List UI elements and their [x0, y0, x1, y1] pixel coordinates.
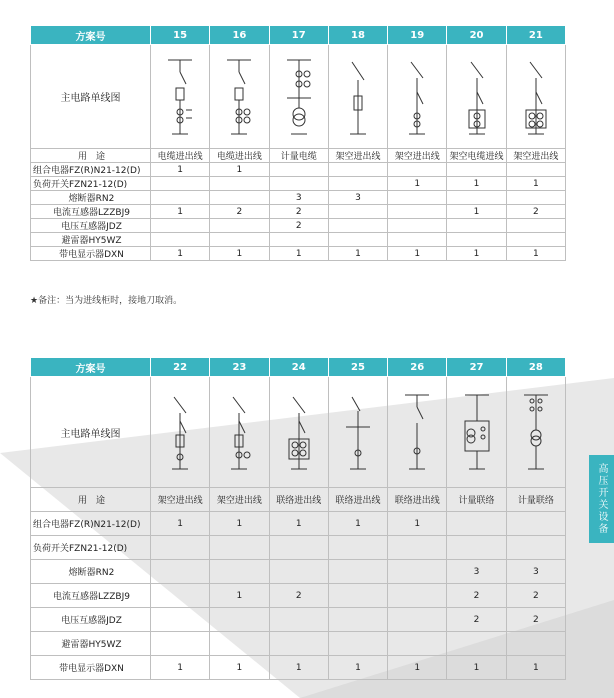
cell: 计量联络 [447, 488, 506, 512]
cell [210, 632, 269, 656]
cell: 架空进出线 [506, 149, 565, 163]
table-row [31, 205, 566, 219]
cell [151, 632, 210, 656]
row-label: 用 途 [31, 149, 151, 163]
table-row [31, 608, 566, 632]
table-row [31, 560, 566, 584]
cell: 1 [447, 656, 506, 680]
single-line-diagram [269, 45, 328, 149]
cell [269, 163, 328, 177]
cell: 2 [447, 608, 506, 632]
cell: 架空进出线 [210, 488, 269, 512]
cell: 联络进出线 [328, 488, 387, 512]
row-label: 组合电器FZ(R)N21-12(D) [31, 163, 151, 177]
row-label: 带电显示器DXN [31, 656, 151, 680]
cell: 2 [447, 584, 506, 608]
cell: 1 [388, 247, 447, 261]
cell: 1 [328, 656, 387, 680]
scheme-number: 22 [151, 358, 210, 377]
cell: 1 [388, 656, 447, 680]
scheme-number: 15 [151, 26, 210, 45]
row-label: 熔断器RN2 [31, 560, 151, 584]
table-row [31, 512, 566, 536]
cell [210, 608, 269, 632]
cell [506, 632, 565, 656]
cell: 2 [506, 205, 565, 219]
diagram-row [31, 45, 566, 149]
scheme-number: 17 [269, 26, 328, 45]
single-line-diagram [151, 377, 210, 488]
cell [210, 191, 269, 205]
cell [388, 584, 447, 608]
row-label: 避雷器HY5WZ [31, 632, 151, 656]
table-row [31, 632, 566, 656]
cell: 1 [388, 512, 447, 536]
cell [388, 536, 447, 560]
cell: 1 [328, 247, 387, 261]
table-row [31, 219, 566, 233]
row-label: 电压互感器JDZ [31, 219, 151, 233]
cell [269, 608, 328, 632]
cell: 电缆进出线 [151, 149, 210, 163]
cell [151, 608, 210, 632]
cell [269, 560, 328, 584]
cell: 电缆进出线 [210, 149, 269, 163]
cell [151, 536, 210, 560]
header-row [31, 26, 566, 45]
header-label: 方案号 [31, 26, 151, 45]
cell: 1 [447, 205, 506, 219]
cell: 2 [506, 584, 565, 608]
cell: 1 [328, 512, 387, 536]
cell [269, 632, 328, 656]
cell [447, 536, 506, 560]
cell: 计量电缆 [269, 149, 328, 163]
row-label: 熔断器RN2 [31, 191, 151, 205]
cell: 2 [269, 219, 328, 233]
single-line-diagram [506, 45, 565, 149]
cell: 3 [506, 560, 565, 584]
cell [151, 177, 210, 191]
cell: 2 [506, 608, 565, 632]
cell [447, 219, 506, 233]
table-row [31, 656, 566, 680]
scheme-number: 26 [388, 358, 447, 377]
scheme-number: 16 [210, 26, 269, 45]
cell: 1 [151, 512, 210, 536]
cell [269, 177, 328, 191]
cell: 1 [388, 177, 447, 191]
row-label: 负荷开关FZN21-12(D) [31, 177, 151, 191]
scheme-number: 23 [210, 358, 269, 377]
scheme-number: 28 [506, 358, 565, 377]
cell: 3 [328, 191, 387, 205]
cell: 计量联络 [506, 488, 565, 512]
table-row [31, 233, 566, 247]
header-label: 方案号 [31, 358, 151, 377]
single-line-diagram [269, 377, 328, 488]
cell [151, 560, 210, 584]
scheme-number: 20 [447, 26, 506, 45]
single-line-diagram [328, 45, 387, 149]
cell [210, 177, 269, 191]
row-label: 负荷开关FZN21-12(D) [31, 536, 151, 560]
cell [210, 560, 269, 584]
row-label: 组合电器FZ(R)N21-12(D) [31, 512, 151, 536]
table-row [31, 177, 566, 191]
table-row [31, 247, 566, 261]
cell: 架空进出线 [388, 149, 447, 163]
scheme-number: 19 [388, 26, 447, 45]
scheme-number: 24 [269, 358, 328, 377]
single-line-diagram [210, 45, 269, 149]
cell: 1 [506, 247, 565, 261]
single-line-diagram [388, 377, 447, 488]
cell [388, 632, 447, 656]
section-side-tab: 高压开关设备 [589, 455, 614, 543]
cell: 1 [447, 247, 506, 261]
footnote: ★备注：当为进线柜时，接地刀取消。 [30, 296, 183, 306]
cell [388, 560, 447, 584]
cell: 1 [506, 177, 565, 191]
cell [328, 584, 387, 608]
cell: 1 [210, 656, 269, 680]
cell [506, 219, 565, 233]
cell: 1 [269, 512, 328, 536]
single-line-diagram [388, 45, 447, 149]
cell [328, 163, 387, 177]
cell: 1 [151, 205, 210, 219]
row-label: 电流互感器LZZBJ9 [31, 205, 151, 219]
single-line-diagram [506, 377, 565, 488]
cell: 1 [506, 656, 565, 680]
cell [388, 608, 447, 632]
cell [269, 536, 328, 560]
row-label: 电压互感器JDZ [31, 608, 151, 632]
cell [506, 512, 565, 536]
cell [447, 512, 506, 536]
table-row [31, 584, 566, 608]
cell [447, 632, 506, 656]
single-line-diagram [210, 377, 269, 488]
scheme-number: 21 [506, 26, 565, 45]
cell [447, 191, 506, 205]
scheme-table-2 [30, 357, 566, 680]
single-line-diagram [447, 377, 506, 488]
single-line-diagram [328, 377, 387, 488]
diagram-row [31, 377, 566, 488]
cell [210, 536, 269, 560]
cell [328, 536, 387, 560]
diagram-row-label: 主电路单线图 [31, 45, 151, 149]
cell: 3 [269, 191, 328, 205]
cell [328, 177, 387, 191]
cell [328, 233, 387, 247]
cell [210, 233, 269, 247]
cell: 架空进出线 [151, 488, 210, 512]
cell [388, 163, 447, 177]
cell: 2 [210, 205, 269, 219]
cell [388, 205, 447, 219]
cell [388, 219, 447, 233]
row-label: 避雷器HY5WZ [31, 233, 151, 247]
cell: 联络进出线 [269, 488, 328, 512]
cell: 1 [151, 163, 210, 177]
cell: 3 [447, 560, 506, 584]
cell [506, 536, 565, 560]
cell [328, 608, 387, 632]
diagram-row-label: 主电路单线图 [31, 377, 151, 488]
cell: 2 [269, 584, 328, 608]
cell [210, 219, 269, 233]
cell: 1 [269, 247, 328, 261]
table-row [31, 149, 566, 163]
cell: 联络进出线 [388, 488, 447, 512]
row-label: 电流互感器LZZBJ9 [31, 584, 151, 608]
scheme-number: 27 [447, 358, 506, 377]
row-label: 带电显示器DXN [31, 247, 151, 261]
cell [506, 191, 565, 205]
cell: 1 [151, 247, 210, 261]
cell: 1 [210, 584, 269, 608]
cell [328, 219, 387, 233]
scheme-number: 18 [328, 26, 387, 45]
cell [151, 584, 210, 608]
cell: 架空进出线 [328, 149, 387, 163]
cell [151, 191, 210, 205]
single-line-diagram [447, 45, 506, 149]
scheme-table-1 [30, 25, 566, 261]
cell [447, 163, 506, 177]
cell [388, 233, 447, 247]
cell [328, 560, 387, 584]
cell [151, 219, 210, 233]
cell [388, 191, 447, 205]
cell [506, 233, 565, 247]
cell [506, 163, 565, 177]
cell: 1 [210, 512, 269, 536]
table-row [31, 488, 566, 512]
cell: 1 [210, 247, 269, 261]
table-row [31, 191, 566, 205]
single-line-diagram [151, 45, 210, 149]
cell: 1 [210, 163, 269, 177]
cell: 架空电缆进线 [447, 149, 506, 163]
header-row [31, 358, 566, 377]
cell: 1 [269, 656, 328, 680]
row-label: 用 途 [31, 488, 151, 512]
table-row [31, 536, 566, 560]
cell [269, 233, 328, 247]
scheme-number: 25 [328, 358, 387, 377]
cell [328, 632, 387, 656]
cell [151, 233, 210, 247]
cell: 2 [269, 205, 328, 219]
cell: 1 [447, 177, 506, 191]
table-row [31, 163, 566, 177]
cell: 1 [151, 656, 210, 680]
cell [447, 233, 506, 247]
cell [328, 205, 387, 219]
